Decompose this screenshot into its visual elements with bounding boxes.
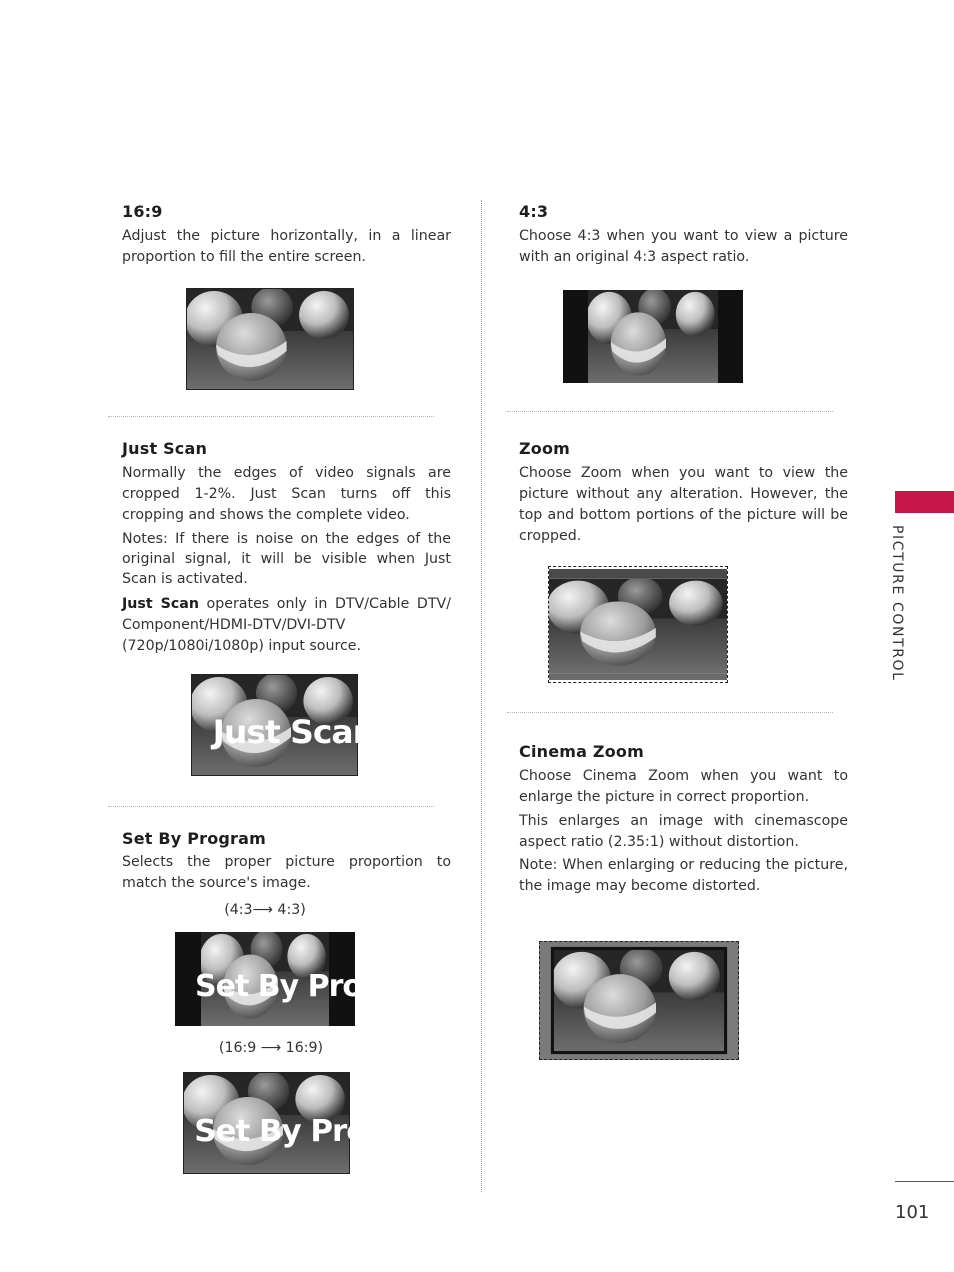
section-divider [108, 416, 434, 417]
image-set-by-program-overlay: Set By Program [194, 1114, 453, 1149]
image-just-scan-example [191, 674, 376, 776]
text-4-3: Choose 4:3 when you want to view a picture with an original 4:3 aspect ratio. [519, 228, 848, 265]
text-just-scan: Normally the edges of video signals are cropped 1-2%. Just Scan turns off this cropping and shows the complete video. [122, 465, 451, 523]
caption-16-9-to-16-9: (16:9 ⟶ 16:9) [218, 1040, 324, 1056]
heading-cinema-zoom: Cinema Zoom [519, 742, 644, 761]
image-4-3-example [563, 290, 743, 383]
sidebar-accent-tab [895, 491, 954, 513]
image-zoom-example [548, 566, 728, 683]
text-just-scan-notes: Notes: If there is noise on the edges of the original signal, it will be visible when Just Scan is activated. [122, 531, 451, 587]
heading-16-9: 16:9 [122, 202, 163, 221]
text-just-scan-operates [122, 594, 451, 657]
section-divider [108, 806, 434, 807]
image-set-by-program-16-9 [183, 1072, 453, 1174]
image-set-by-program-overlay: Set By Program [195, 969, 446, 1004]
sidebar-section-label: PICTURE CONTROL [889, 525, 905, 682]
section-divider [507, 411, 833, 412]
column-divider [481, 200, 482, 1192]
image-set-by-program-4-3 [175, 932, 446, 1026]
heading-just-scan: Just Scan [122, 439, 208, 458]
page-number-rule [895, 1181, 954, 1182]
page-number: 101 [895, 1202, 930, 1223]
text-cinema-zoom-1: Choose Cinema Zoom when you want to enlarge the picture in correct proportion. [519, 768, 848, 805]
text-just-scan-operates-rest: operates only in DTV/Cable DTV/ Component/HDMI-DTV/DVI-DTV (720p/1080i/1080p) input source. [122, 596, 451, 654]
image-16-9-example [186, 288, 354, 390]
text-cinema-zoom-note: Note: When enlarging or reducing the picture, the image may become distorted. [519, 857, 848, 894]
caption-4-3-to-4-3: (4:3⟶ 4:3) [224, 902, 306, 918]
text-set-by-program: Selects the proper picture proportion to match the source's image. [122, 854, 451, 891]
heading-set-by-program: Set By Program [122, 829, 267, 848]
text-just-scan-bold: Just Scan [122, 596, 199, 612]
heading-zoom: Zoom [519, 439, 571, 458]
image-just-scan-overlay: Just Scan [212, 713, 376, 751]
text-zoom: Choose Zoom when you want to view the picture without any alteration. However, the top and bottom portions of the picture will be cropped. [519, 465, 848, 544]
image-cinema-zoom-example [539, 941, 739, 1060]
section-divider [507, 712, 833, 713]
text-16-9: Adjust the picture horizontally, in a linear proportion to fill the entire screen. [122, 228, 451, 265]
heading-4-3: 4:3 [519, 202, 549, 221]
text-cinema-zoom-2: This enlarges an image with cinemascope aspect ratio (2.35:1) without distortion. [519, 813, 848, 850]
